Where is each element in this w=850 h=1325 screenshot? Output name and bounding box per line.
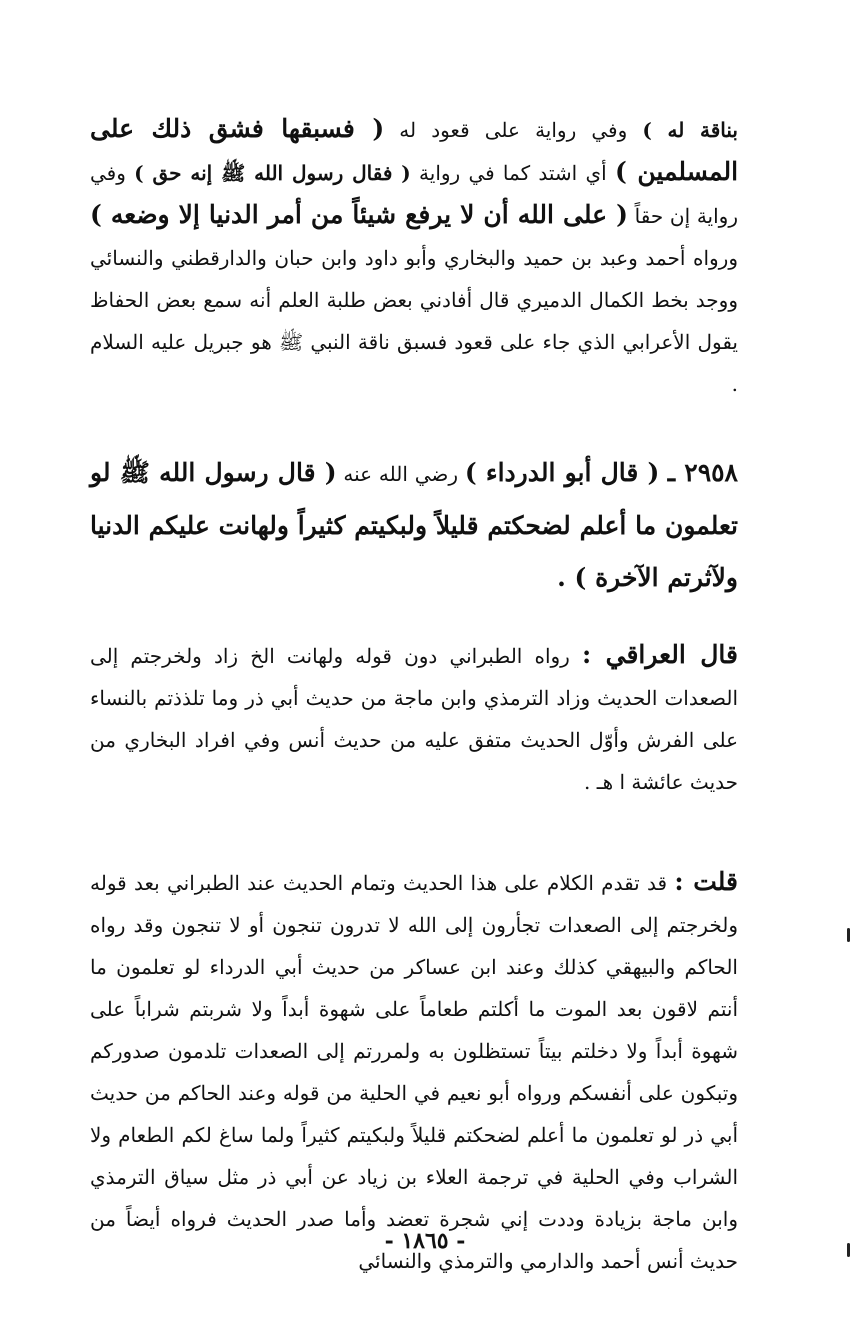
paragraph-continuation <box>90 108 738 405</box>
bold-phrase: ( فسبقها فشق ذلك على المسلمين ) <box>90 114 739 186</box>
plain-text: أي اشتد كما في رواية <box>410 161 615 185</box>
bold-phrase: ( على الله أن لا يرفع شيئاً من أمر الدنيا إلا وضعه ) <box>90 200 628 229</box>
page-body <box>90 108 738 1282</box>
iraqi-commentary <box>90 634 738 803</box>
hadith-radi: رضي الله عنه <box>336 462 465 486</box>
iraqi-text: رواه الطبراني دون قوله ولهانت الخ زاد ولخرجتم إلى الصعدات الحديث وزاد الترمذي وابن ماجة من حديث أبي ذر وما تلذذتم بالنساء على الفرش وأوّل الحديث متفق عليه من حديث أنس وفي افراد البخاري من حديث عائشة ا هـ . <box>90 644 738 794</box>
plain-text: وفي رواية على قعود له <box>384 118 643 142</box>
plain-text: وفي رواية إن حقاً <box>90 161 738 228</box>
qultu-text: قد تقدم الكلام على هذا الحديث وتمام الحديث عند الطبراني بعد قوله ولخرجتم إلى الصعدات تجأرون إلى الله لا تدرون تنجون أو لا تنجون وقد رواه الحاكم والبيهقي كذلك وعند ابن عساكر من حديث أبي الدرداء لو تعلمون ما أنتم لاقون بعد الموت ما أكلتم طعاماً على شهوة أبداً ولا شربتم شراباً على شهوة أبداً ولا دخلتم بيتاً تستظلون به ولمررتم إلى الصعدات تلدمون صدوركم وتبكون على أنفسكم ورواه أبو نعيم في الحلية من قوله وعند الحاكم من حديث أبي ذر لو تعلمون ما أعلم لضحكتم قليلاً ولبكيتم كثيراً ولما ساغ لكم الطعام ولا الشراب وفي الحلية في ترجمة العلاء بن زياد عن أبي ذر مثل سياق الترمذي وابن ماجة بزيادة وددت إني شجرة تعضد وأما صدر الحديث فرواه أيضاً من حديث أنس أحمد والدارمي والترمذي والنسائي <box>90 871 738 1273</box>
qultu-commentary <box>90 861 738 1282</box>
page-number: - ١٨٦٥ - <box>384 1228 466 1254</box>
iraqi-label: قال العراقي : <box>581 640 738 669</box>
plain-text: ورواه أحمد وعبد بن حميد والبخاري وأبو داود وابن حبان والدارقطني والنسائي ووجد بخط الكمال الدميري قال أفادني بعض طلبة العلم أنه سمع بعض الحفاظ يقول الأعرابي الذي جاء على قعود فسبق ناقة النبي ﷺ هو جبريل عليه السلام . <box>90 246 738 396</box>
hadith-text: لو تعلمون ما أعلم لضحكتم قليلاً ولبكيتم كثيراً ولهانت عليكم الدنيا ولآثرتم الآخرة ) . <box>90 458 738 592</box>
bold-phrase: بناقة له ) <box>642 118 739 142</box>
qultu-label: قلت : <box>674 867 738 896</box>
hadith-number: ٢٩٥٨ ـ <box>667 458 738 487</box>
hadith-quote-start: ( قال رسول الله ﷺ <box>119 458 337 487</box>
hadith-narrator: ( قال أبو الدرداء ) <box>464 458 660 487</box>
bold-phrase: ( فقال رسول الله ﷺ إنه حق ) <box>134 161 411 185</box>
hadith-2958 <box>90 447 738 604</box>
